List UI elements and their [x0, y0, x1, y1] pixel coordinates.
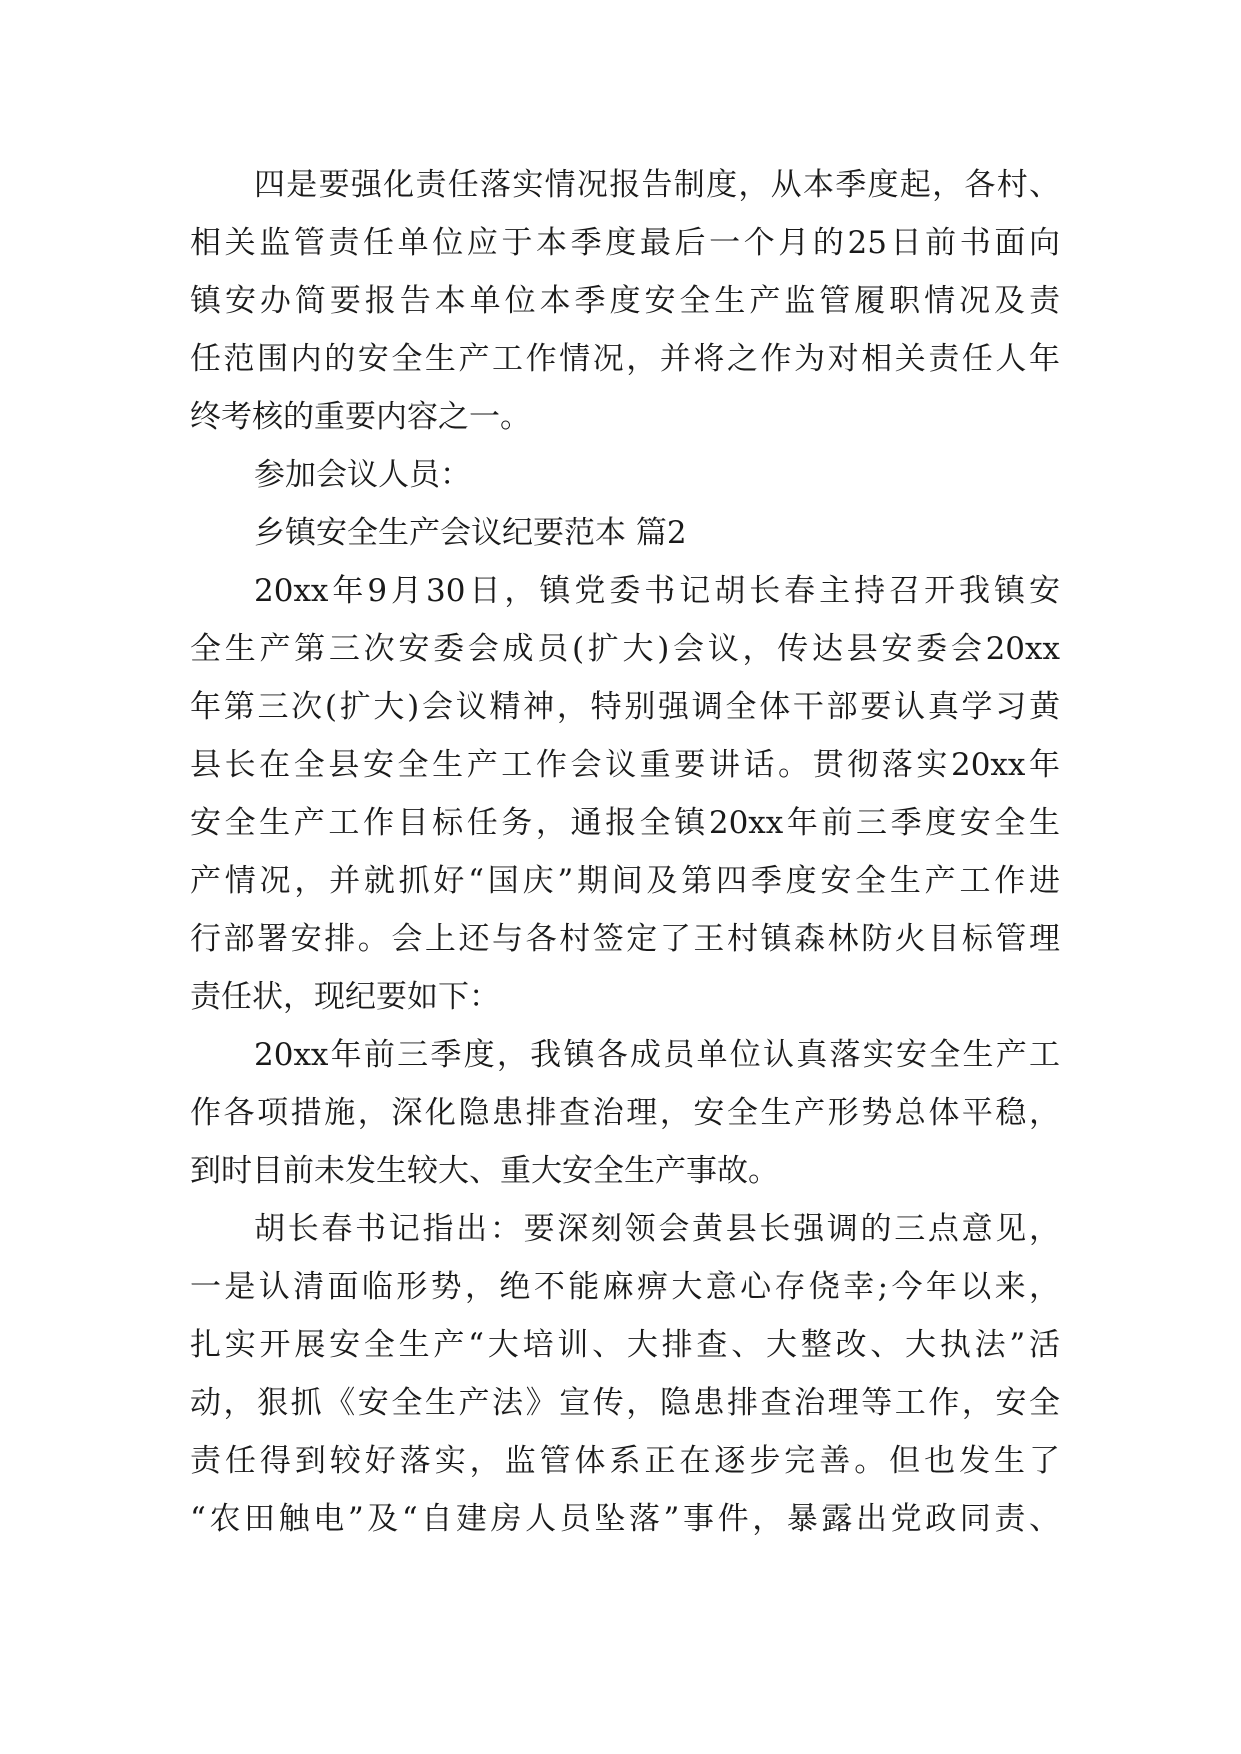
text-line: 20xx年9月30日，镇党委书记胡长春主持召开我镇安 [254, 573, 1060, 609]
text-line: 年第三次(扩大)会议精神，特别强调全体干部要认真学习黄 [190, 689, 1060, 725]
text-line: 相关监管责任单位应于本季度最后一个月的25日前书面向 [190, 225, 1060, 261]
text-line: 20xx年前三季度，我镇各成员单位认真落实安全生产工 [254, 1037, 1060, 1073]
text-line: 安全生产工作目标任务，通报全镇20xx年前三季度安全生 [190, 805, 1060, 841]
text-line: “农田触电”及“自建房人员坠落”事件，暴露出党政同责、 [190, 1501, 1060, 1537]
text-line: 全生产第三次安委会成员(扩大)会议，传达县安委会20xx [190, 631, 1060, 667]
document-body [190, 156, 1060, 1548]
text-line: 产情况，并就抓好“国庆”期间及第四季度安全生产工作进 [190, 863, 1060, 899]
text-line: 动，狠抓《安全生产法》宣传，隐患排查治理等工作，安全 [190, 1385, 1060, 1421]
text-line: 任范围内的安全生产工作情况，并将之作为对相关责任人年 [190, 341, 1060, 377]
text-line: 行部署安排。会上还与各村签定了王村镇森林防火目标管理 [190, 921, 1060, 957]
text-line: 责任得到较好落实，监管体系正在逐步完善。但也发生了 [190, 1443, 1060, 1479]
text-line: 一是认清面临形势，绝不能麻痹大意心存侥幸;今年以来， [190, 1269, 1060, 1305]
text-line: 四是要强化责任落实情况报告制度，从本季度起，各村、 [254, 167, 1060, 203]
text-line: 责任状，现纪要如下： [190, 979, 500, 1015]
text-line: 到时目前未发生较大、重大安全生产事故。 [190, 1153, 779, 1189]
text-line: 参加会议人员： [254, 457, 471, 493]
text-line: 镇安办简要报告本单位本季度安全生产监管履职情况及责 [190, 283, 1060, 319]
text-line: 县长在全县安全生产工作会议重要讲话。贯彻落实20xx年 [190, 747, 1060, 783]
text-line: 作各项措施，深化隐患排查治理，安全生产形势总体平稳， [190, 1095, 1060, 1131]
text-line: 扎实开展安全生产“大培训、大排查、大整改、大执法”活 [190, 1327, 1060, 1363]
text-line: 终考核的重要内容之一。 [190, 399, 531, 435]
text-line: 胡长春书记指出：要深刻领会黄县长强调的三点意见， [254, 1211, 1060, 1247]
text-line: 乡镇安全生产会议纪要范本 篇2 [254, 515, 687, 551]
